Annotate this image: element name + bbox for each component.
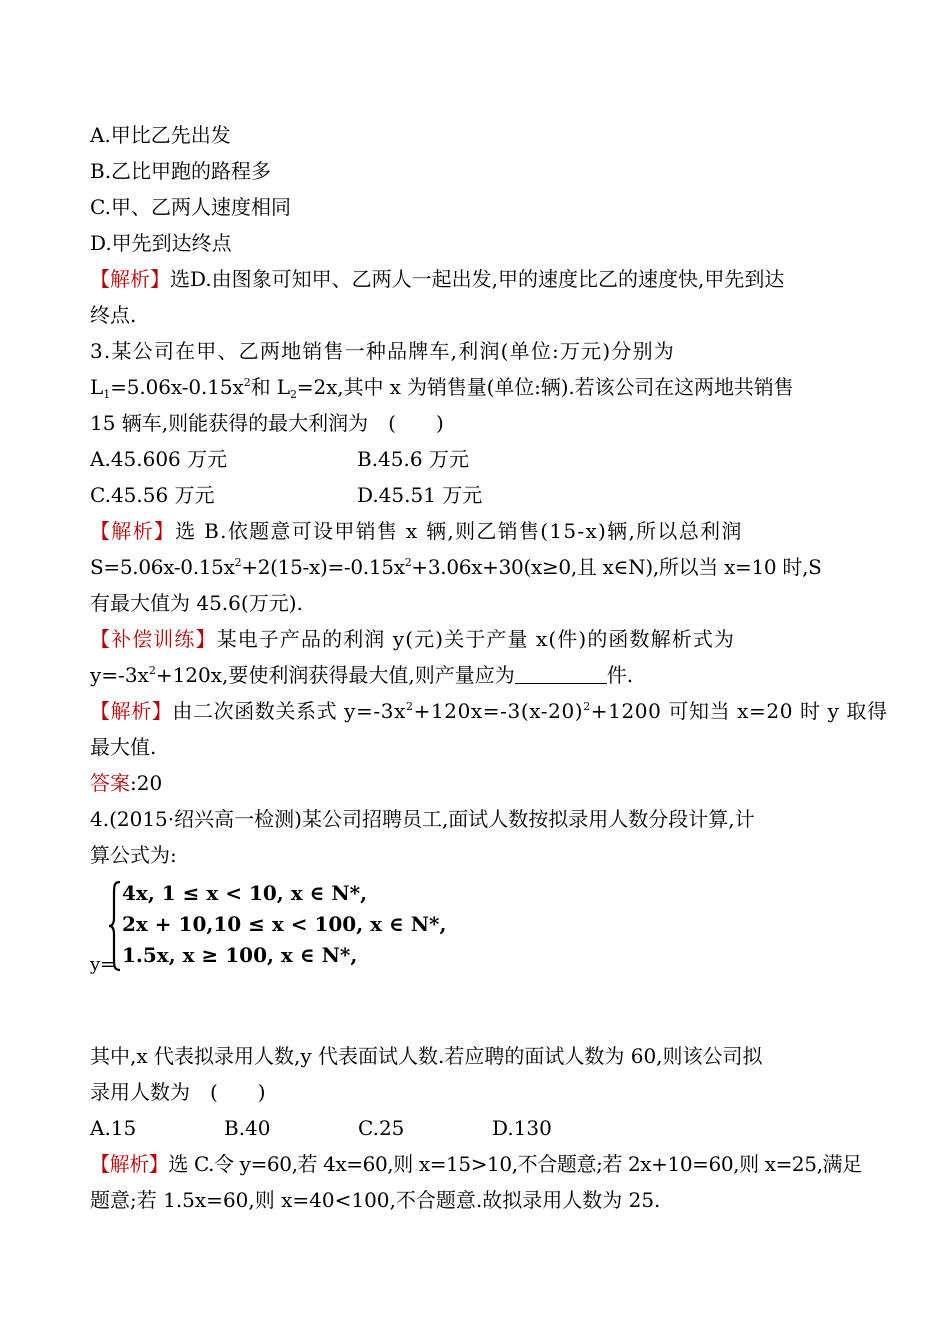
piece-case-1: 4x, 1 ≤ x < 10, x ∈ N*, [122, 881, 368, 905]
q4-stem-line-3: 其中,x 代表拟录用人数,y 代表面试人数.若应聘的面试人数为 60,则该公司拟 [90, 1044, 763, 1068]
q2-option-d: D.甲先到达终点 [90, 231, 232, 255]
supp-tag: 【补偿训练】 [90, 627, 217, 651]
piece-case-3: 1.5x, x ≥ 100, x ∈ N*, [122, 943, 358, 967]
left-brace-icon [108, 880, 122, 972]
analysis-tag: 【解析】 [90, 267, 170, 291]
answer-blank [515, 665, 607, 684]
analysis-tag: 【解析】 [90, 699, 173, 723]
q4-analysis-line-2: 题意;若 1.5x=60,则 x=40<100,不合题意.故拟录用人数为 25. [90, 1188, 661, 1212]
q3-analysis-line-3: 有最大值为 45.6(万元). [90, 591, 303, 615]
q2-analysis-line-2: 终点. [90, 303, 137, 327]
supp-stem-line-2: $y=-3x^2+120x$,要使利润获得最大值,则产量应为 件. [90, 663, 634, 687]
q4-option-d: D.130 [492, 1116, 552, 1140]
supp-answer: 答案:20 [90, 771, 163, 795]
supp-analysis-line-1: 【解析】由二次函数关系式 $y=-3x^2+120x=-3(x-20)^2+1200$ 可知当 x=20 时 y 取得 [90, 699, 888, 723]
answer-label: 答案 [90, 771, 130, 795]
q3-option-c: C.45.56 万元 [90, 483, 215, 507]
analysis-tag: 【解析】 [90, 1152, 169, 1176]
q3-stem-line-1: 3.某公司在甲、乙两地销售一种品牌车,利润(单位:万元)分别为 [90, 339, 675, 363]
piece-case-2: 2x + 10,10 ≤ x < 100, x ∈ N*, [122, 912, 447, 936]
piecewise-cases [122, 878, 446, 971]
q3-analysis-line-2: $S=5.06x-0.15x^2+2(15-x)=-0.15x^2+3.06x+30(x\ge 0$,且 x∈N),所以当 x=10 时,S [90, 555, 822, 579]
q4-analysis-line-1: 【解析】选 C.令 y=60,若 4x=60,则 x=15>10,不合题意;若 2x+10=60,则 x=25,满足 [90, 1152, 862, 1176]
q4-stem-line-4: 录用人数为 ( ) [90, 1080, 266, 1104]
q3-option-d: D.45.51 万元 [357, 483, 483, 507]
supp-analysis-line-2: 最大值. [90, 735, 157, 759]
q3-analysis-line-1: 【解析】选 B.依题意可设甲销售 x 辆,则乙销售(15-x)辆,所以总利润 [90, 519, 743, 543]
q4-option-c: C.25 [358, 1116, 405, 1140]
q2-option-b: B.乙比甲跑的路程多 [90, 159, 272, 183]
q3-option-a: A.45.606 万元 [90, 447, 228, 471]
q4-option-a: A.15 [90, 1116, 137, 1140]
q3-option-b: B.45.6 万元 [357, 447, 469, 471]
q4-option-b: B.40 [224, 1116, 271, 1140]
formula-y-equals: y= [90, 954, 116, 975]
q2-option-a: A.甲比乙先出发 [90, 123, 231, 147]
q4-stem-line-1: 4.(2015·绍兴高一检测)某公司招聘员工,面试人数按拟录用人数分段计算,计 [90, 807, 755, 831]
q3-stem-line-3: 15 辆车,则能获得的最大利润为 ( ) [90, 411, 444, 435]
q3-stem-line-2: $L_1=5.06x-0.15x^2$和 $L_2=2x$,其中 x 为销售量(单位:辆).若该公司在这两地共销售 [90, 375, 794, 401]
analysis-tag: 【解析】 [90, 519, 176, 543]
q4-stem-line-2: 算公式为: [90, 843, 177, 867]
supp-stem-line-1: 【补偿训练】某电子产品的利润 y(元)关于产量 x(件)的函数解析式为 [90, 627, 736, 651]
q2-option-c: C.甲、乙两人速度相同 [90, 195, 291, 219]
q2-analysis-line-1: 【解析】选D.由图象可知甲、乙两人一起出发,甲的速度比乙的速度快,甲先到达 [90, 267, 785, 291]
piecewise-formula [90, 878, 450, 973]
